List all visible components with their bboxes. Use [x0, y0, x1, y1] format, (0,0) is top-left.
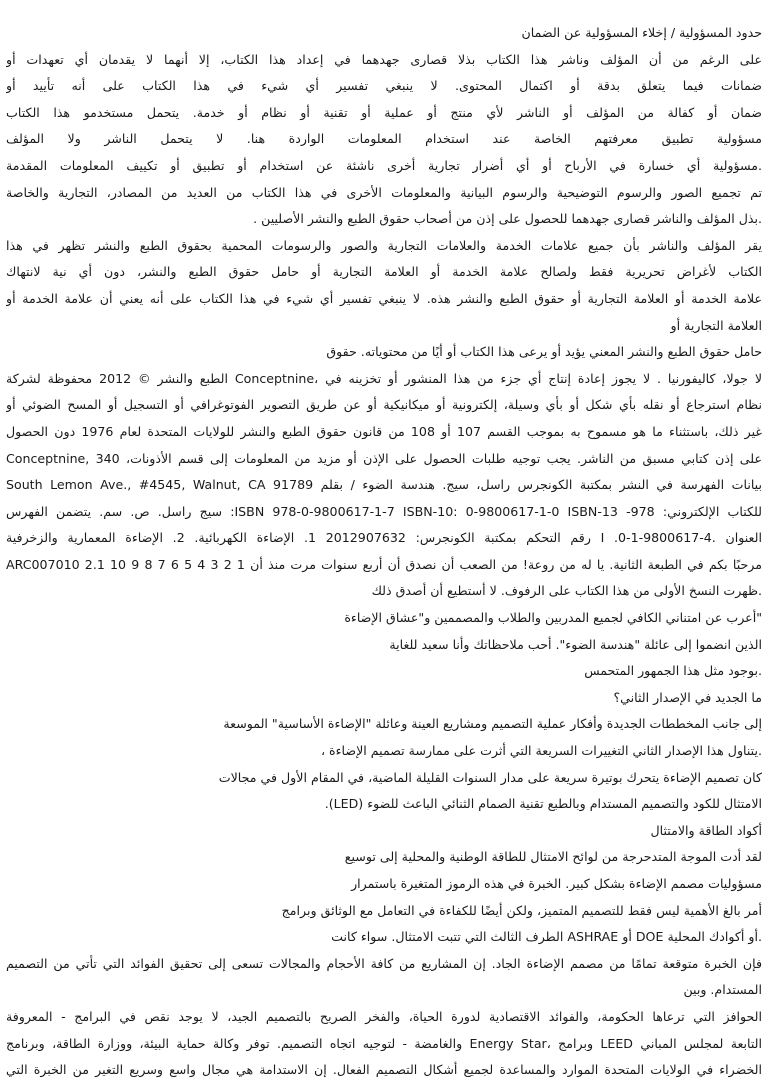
text-line: ما الجديد في الإصدار الثاني؟ — [613, 689, 762, 705]
text-line: مرحبًا بكم في الطبعة الثانية. يا له من روعة! من الصعب أن نصدق أن أربع سنوات مرت منذ أن ARC007010 2.1 10 9 8 7 6 5 4 3 2 1 — [6, 556, 762, 572]
text-line: فإن الخبرة متوقعة تمامًا من مصمم الإضاءة الجاد. إن المشاريع من كافة الأحجام والمجالات تسعى إلى تحقيق الفوائد التي تأتي من التصميم — [6, 955, 762, 971]
text-line: .ظهرت النسخ الأولى من هذا الكتاب على الرفوف. لا أستطيع أن أصدق ذلك — [371, 583, 762, 599]
text-line: العنوان .I .0-1-9800617-4 رقم التحكم بمكتبة الكونجرس: 2012907632 1. الإضاءة الكهربائية. 2. الإضاءة المعمارية والزخرفية — [6, 530, 762, 546]
text-line: .بذل المؤلف والناشر قصارى جهدهما للحصول على إذن من أصحاب حقوق الطبع والنشر الأصليين . — [253, 211, 762, 227]
text-line: علامة الخدمة أو العلامة التجارية أو حقوق الطبع والنشر هذه. لا ينبغي تفسير أي شيء في هذا الكتاب على أنه يعني أن علامة الخدمة أو — [6, 290, 762, 306]
text-line: "أعرب عن امتناني الكافي لجميع المدربين والطلاب والمصممين و"عشاق الإضاءة — [344, 610, 762, 626]
text-line: غير ذلك، باستثناء ما هو مسموح به بموجب القسم 107 أو 108 من قانون حقوق الطبع والنشر للولايات المتحدة لعام 1976 دون الحصول — [6, 423, 762, 439]
text-line: نظام استرجاع أو نقله بأي شكل أو بأي وسيلة، إلكترونية أو ميكانيكية أو عن طريق التصوير الفوتوغرافي أو التسجيل أو المسح الضوئي أو — [6, 397, 762, 413]
text-line: التابعة لمجلس المباني LEED وبرامج ،Energy Star والغامضة - لتوجيه اتجاه التصميم. توفر وكالة حماية البيئة، ووزارة الطاقة، وبرنامج — [6, 1035, 762, 1051]
text-line: الخضراء في الولايات المتحدة الموارد والمساعدة لجميع أشكال التصميم الفعال. إن الاستدامة هي مجال واسع وسريع التغير من الخبرة التي — [6, 1062, 762, 1078]
text-line: إلى جانب المخططات الجديدة وأفكار عملية التصميم ومشاريع العينة وعائلة "الإضاءة الأساسية" الموسعة — [223, 716, 762, 732]
text-line: مسؤوليات مصمم الإضاءة بشكل كبير. الخبرة في هذه الرموز المتغيرة باستمرار — [351, 876, 762, 891]
text-line: للكتاب الإلكتروني: 978- ISBN 978-0-9800617-1-7 ISBN-10: 0-9800617-1-0 ISBN-13: سيج راسل. ص. سم. يتضمن الفهرس — [6, 503, 762, 519]
text-line: .أو أكوادك المحلية DOE أو ASHRAE الطرف الثالث التي تتبت الامتثال. سواء كانت — [331, 929, 762, 945]
text-line: العلامة التجارية أو — [670, 317, 762, 333]
text-line: لقد أدت الموجة المتدحرجة من لوائح الامتثال للطاقة الوطنية والمحلية إلى توسيع — [344, 849, 762, 865]
text-line: المستدام. وبين — [683, 982, 762, 998]
text-line: South Lemon Ave., #4545, Walnut, CA 91789 بيانات الفهرسة في النشر بمكتبة الكونجرس راسل، سيج. هندسة الضوء / بقلم — [6, 477, 762, 493]
text-line: الحوافز التي ترعاها الحكومة، والفوائد الاقتصادية لدورة الحياة، والفخر الصريح بالتصميم الجيد، لا يوجد نقص في البرامج - المعروفة — [6, 1008, 762, 1024]
text-line: أكواد الطاقة والامتثال — [650, 822, 762, 838]
text-line: .مسؤولية أي خسارة في الأرباح أو أي أضرار تجارية أخرى ناشئة عن استخدام أو تطبيق أو تكييف المعلومات المقدمة — [6, 157, 762, 173]
text-line: حامل حقوق الطبع والنشر المعني يؤيد أو يرعى هذا الكتاب أو أيًا من محتوياته. حقوق — [326, 344, 762, 360]
text-line: الكتاب لأغراض تحريرية فقط ولصالح علامة الخدمة أو العلامة التجارية أو حامل حقوق الطبع والنشر، دون أي نية لانتهاك — [6, 264, 762, 280]
text-line: على الرغم من أن المؤلف وناشر هذا الكتاب بذلا قصارى جهدهما في إعداد هذا الكتاب، إلا أنهما لا يقدمان أي تعهدات أو — [6, 51, 762, 67]
text-line: لا جولا، كاليفورنيا . لا يجوز إعادة إنتاج أي جزء من هذا المنشور أو تخزينه في ،Conceptnine الطبع والنشر © 2012 محفوظة لشركة — [6, 370, 762, 386]
text-line: كان تصميم الإضاءة يتحرك بوتيرة سريعة على مدار السنوات القليلة الماضية، في المقام الأول في مجالات — [218, 769, 762, 785]
text-line: مسؤولية تطبيق معرفتهم الخاصة عند استخدام المعلومات الواردة هنا. لا يتحمل الناشر ولا المؤلف — [6, 131, 762, 147]
text-line: على إذن كتابي مسبق من الناشر. يجب توجيه طلبات الحصول على الإذن أو مزيد من المعلومات إلى قسم الأذونات، Conceptnine, 340 — [6, 450, 762, 466]
text-line: .بوجود مثل هذا الجمهور المتحمس — [584, 663, 762, 679]
text-line: ضمانات فيما يتعلق بدقة أو اكتمال المحتوى. لا ينبغي تفسير أي شيء في هذا الكتاب على أنه تأييد أو — [6, 78, 762, 94]
text-line: .(LED) الامتثال للكود والتصميم المستدام وبالطبع تقنية الصمام الثنائي الباعث للضوء — [324, 796, 762, 812]
text-line: يقر المؤلف والناشر بأن جميع علامات الخدمة والعلامات التجارية والصور والرسومات المحمية بحقوق الطبع والنشر تظهر في هذا — [6, 237, 762, 253]
text-line: الذين انضموا إلى عائلة "هندسة الضوء". أحب ملاحظاتك وأنا سعيد للغاية — [389, 636, 762, 652]
text-line: .يتناول هذا الإصدار الثاني التغييرات السريعة التي أثرت على ممارسة تصميم الإضاءة ، — [320, 743, 762, 759]
text-line: أمر بالغ الأهمية ليس فقط للتصميم المتميز، ولكن أيضًا للكفاءة في التعامل مع الوثائق وبرامج — [281, 902, 762, 918]
text-line: ضمان أو كفالة من المؤلف أو الناشر لأي منتج أو عملية أو تقنية أو نظام أو خدمة. يتحمل مستخدمو هذا الكتاب — [6, 104, 762, 120]
text-line: حدود المسؤولية / إخلاء المسؤولية عن الضمان — [521, 25, 762, 40]
text-line: تم تجميع الصور والرسوم التوضيحية والرسوم البيانية والمعلومات الأخرى في هذا الكتاب من العديد من المصادر، التجارية والخاصة — [6, 184, 762, 200]
document-page — [6, 20, 762, 1084]
